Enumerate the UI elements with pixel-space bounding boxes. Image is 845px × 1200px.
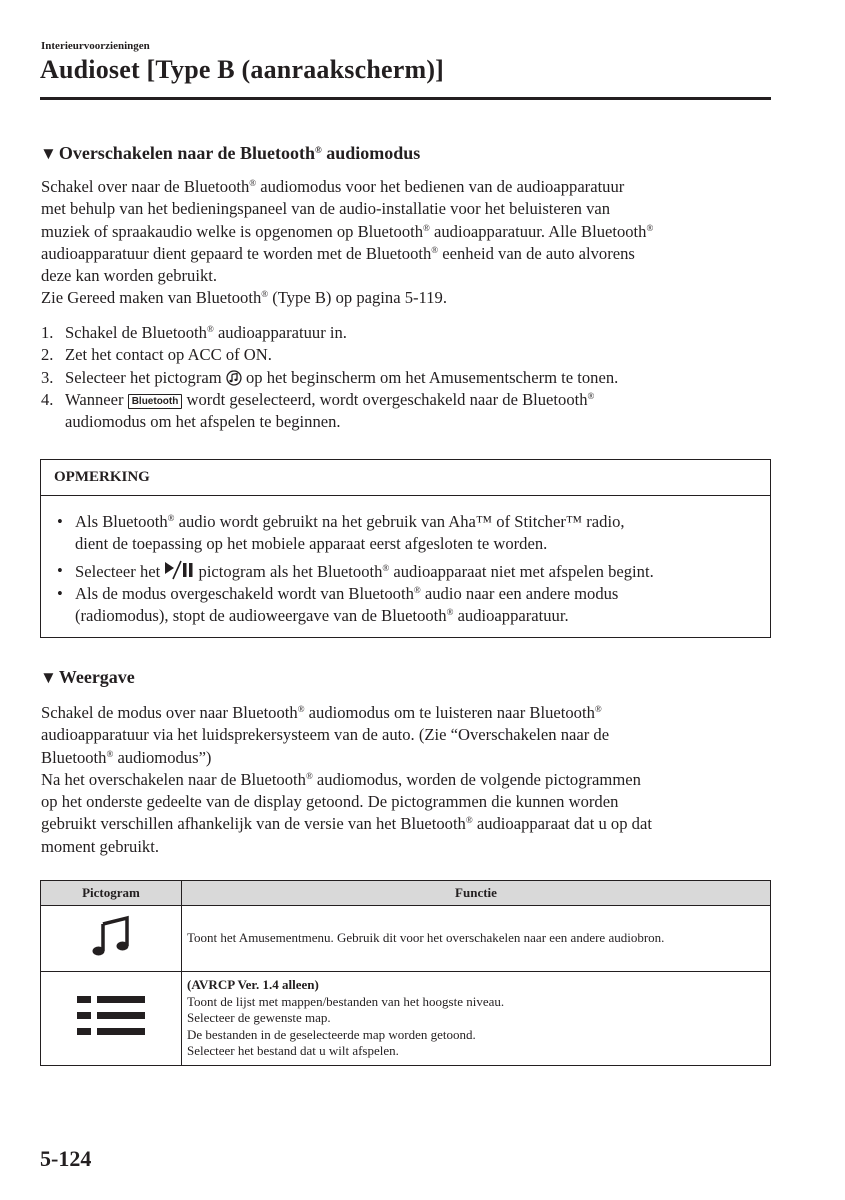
step-item: 4. Wanneer Bluetooth wordt geselecteerd, wordt overgeschakeld naar de Bluetooth® audiomodus om het afspelen te beginnen. <box>41 389 595 432</box>
steps-list <box>41 322 776 433</box>
note-item: • Als de modus overgeschakeld wordt van Bluetooth® audio naar een andere modus (radiomodus), stopt de audioweergave van de Bluetooth® audioapparatuur. <box>57 583 619 626</box>
intro-paragraph <box>41 176 776 310</box>
col-header-pictogram: Pictogram <box>41 881 182 906</box>
para-line: moment gebruikt. <box>41 836 159 856</box>
music-note-icon <box>89 945 133 962</box>
para-line: audioapparatuur dient gepaard te worden met de Bluetooth® eenheid van de auto alvorens <box>41 243 635 263</box>
para-line: deze kan worden gebruikt. <box>41 266 218 286</box>
note-list <box>57 511 762 627</box>
para-line: Zie Gereed maken van Bluetooth® (Type B) op pagina 5-119. <box>41 288 447 308</box>
play-pause-icon <box>164 560 194 580</box>
page-title: Audioset [Type B (aanraakscherm)] <box>40 55 445 84</box>
pictogram-cell <box>41 906 182 972</box>
para-line: muziek of spraakaudio welke is opgenomen op Bluetooth® audioapparatuur. Alle Bluetooth® <box>41 221 654 241</box>
bluetooth-button-icon: Bluetooth <box>128 394 183 409</box>
note-item: • Als Bluetooth® audio wordt gebruikt na het gebruik van Aha™ of Stitcher™ radio, dient de toepassing op het mobiele apparaat eerst afgesloten te worden. <box>57 512 625 554</box>
list-icon <box>75 1025 147 1042</box>
para-line: audioapparatuur via het luidsprekersysteem van de auto. (Zie “Overschakelen naar de <box>41 725 610 745</box>
step-item: 2. Zet het contact op ACC of ON. <box>41 345 272 365</box>
triangle-marker-icon: ▼ <box>40 668 57 687</box>
heading-weergave: ▼ Weergave <box>40 667 135 687</box>
para-line: Na het overschakelen naar de Bluetooth® audiomodus, worden de volgende pictogrammen <box>41 769 641 789</box>
para-line: Bluetooth® audiomodus”) <box>41 747 212 767</box>
note-box <box>40 459 771 638</box>
table-row <box>41 972 771 1066</box>
step-item: 1. Schakel de Bluetooth® audioapparatuur in. <box>41 323 347 342</box>
title-rule <box>40 97 771 100</box>
para-line: op het onderste gedeelte van de display getoond. De pictogrammen die kunnen worden <box>41 792 619 812</box>
table-row <box>41 906 771 972</box>
para-line: Schakel de modus over naar Bluetooth® audiomodus om te luisteren naar Bluetooth® <box>41 703 602 722</box>
pictogram-cell <box>41 972 182 1066</box>
table-header-row <box>41 881 771 906</box>
pictogram-table <box>40 880 771 1066</box>
section-label: Interieurvoorzieningen <box>41 40 150 52</box>
step-item: 3. Selecteer het pictogram op het beginscherm om het Amusementscherm te tonen. <box>41 367 619 387</box>
para-line: Schakel over naar de Bluetooth® audiomodus voor het bedienen van de audioapparatuur <box>41 177 625 196</box>
note-item: • Selecteer het pictogram als het Bluetooth® audioapparaat niet met afspelen begint. <box>57 560 654 581</box>
col-header-functie: Functie <box>182 881 771 906</box>
function-cell: Toont het Amusementmenu. Gebruik dit voor het overschakelen naar een andere audiobron. <box>182 906 771 972</box>
heading-bluetooth-mode: ▼ Overschakelen naar de Bluetooth® audiomodus <box>40 143 421 163</box>
function-cell: (AVRCP Ver. 1.4 alleen) Toont de lijst met mappen/bestanden van het hoogste niveau. Selecteer de gewenste map. De bestanden in de geselecteerde map worden getoond. Selecteer het bestand dat u wilt afspelen. <box>182 972 771 1066</box>
note-title: OPMERKING <box>41 460 770 496</box>
music-note-icon <box>226 370 242 386</box>
para-line: gebruikt verschillen afhankelijk van de versie van het Bluetooth® audioapparaat dat u op dat <box>41 814 652 834</box>
weergave-paragraph <box>41 702 776 858</box>
page-number: 5-124 <box>40 1146 92 1171</box>
para-line: met behulp van het bedieningspaneel van de audio-installatie voor het beluisteren van <box>41 199 611 219</box>
triangle-marker-icon: ▼ <box>40 144 57 163</box>
